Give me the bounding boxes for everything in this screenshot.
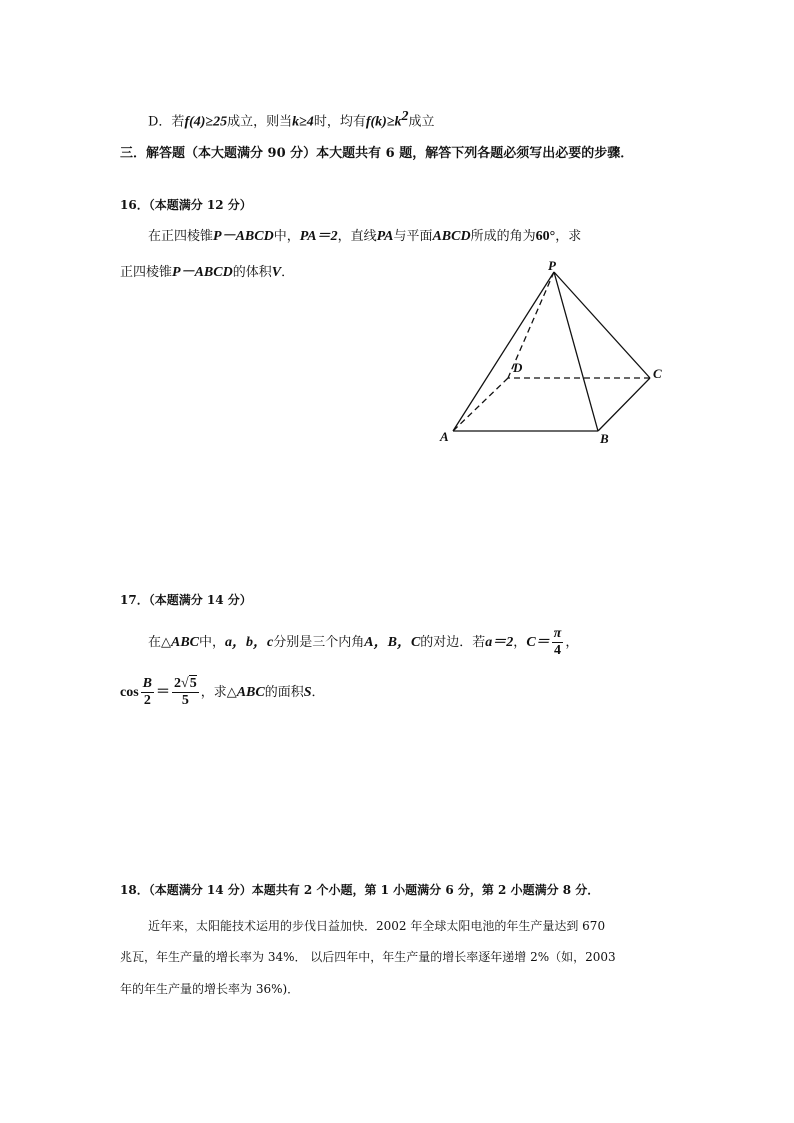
label-p: P [548, 258, 556, 273]
q18-para-line2: 兆瓦，年生产量的增长率为 34%． 以后四年中，年生产量的增长率逐年递增 2%（如，2003 [120, 950, 616, 964]
b-over-2: $\frac{B}{2}$ [142, 676, 153, 708]
q16-line2: 正四棱锥P－ABCD的体积V． [120, 265, 295, 280]
q16-line1: 在正四棱锥P－ABCD中，PA＝2，直线PA与平面ABCD所成的角为60°，求 [148, 229, 582, 244]
option-d: D．若f(4)≥25成立，则当k≥4时，均有$f(k)\ge k^2$成立 [148, 109, 435, 130]
section-heading: 三．解答题（本大题满分 90 分）本大题共有 6 题，解答下列各题必须写出必要的步骤． [120, 146, 634, 161]
edge-pa [453, 272, 554, 431]
label-b: B [600, 431, 609, 446]
q17-header: 17．（本题满分 14 分） [120, 593, 252, 607]
q17-line2: cos $\frac{B}{2}$ ＝ $\frac{2√5}{5}$ ，求△ABC的面积S． [120, 676, 325, 708]
pi-over-4: $\frac{\pi}{4}$ [553, 626, 562, 658]
edge-bc [598, 378, 650, 431]
q18-header: 18．（本题满分 14 分）本题共有 2 个小题，第 1 小题满分 6 分，第 2 小题满分 8 分． [120, 883, 600, 897]
pyramid-figure [430, 255, 680, 455]
q16-header: 16．（本题满分 12 分） [120, 198, 252, 212]
label-d: D [513, 360, 523, 375]
q18-para-line3: 年的年生产量的增长率为 36%)． [120, 982, 300, 996]
q17-line1: 在△ABC中，a，b，c分别是三个内角A，B，C的对边．若a＝2，C＝ $\frac{\pi}{4}$ ， [148, 626, 579, 658]
label-c: C [653, 366, 662, 381]
label-a: A [440, 429, 449, 444]
q18-para-line1: 近年来，太阳能技术运用的步伐日益加快．2002 年全球太阳电池的年生产量达到 670 [148, 919, 606, 933]
edge-da [453, 378, 508, 431]
two-root-five-over-five: $\frac{2√5}{5}$ [174, 676, 197, 708]
